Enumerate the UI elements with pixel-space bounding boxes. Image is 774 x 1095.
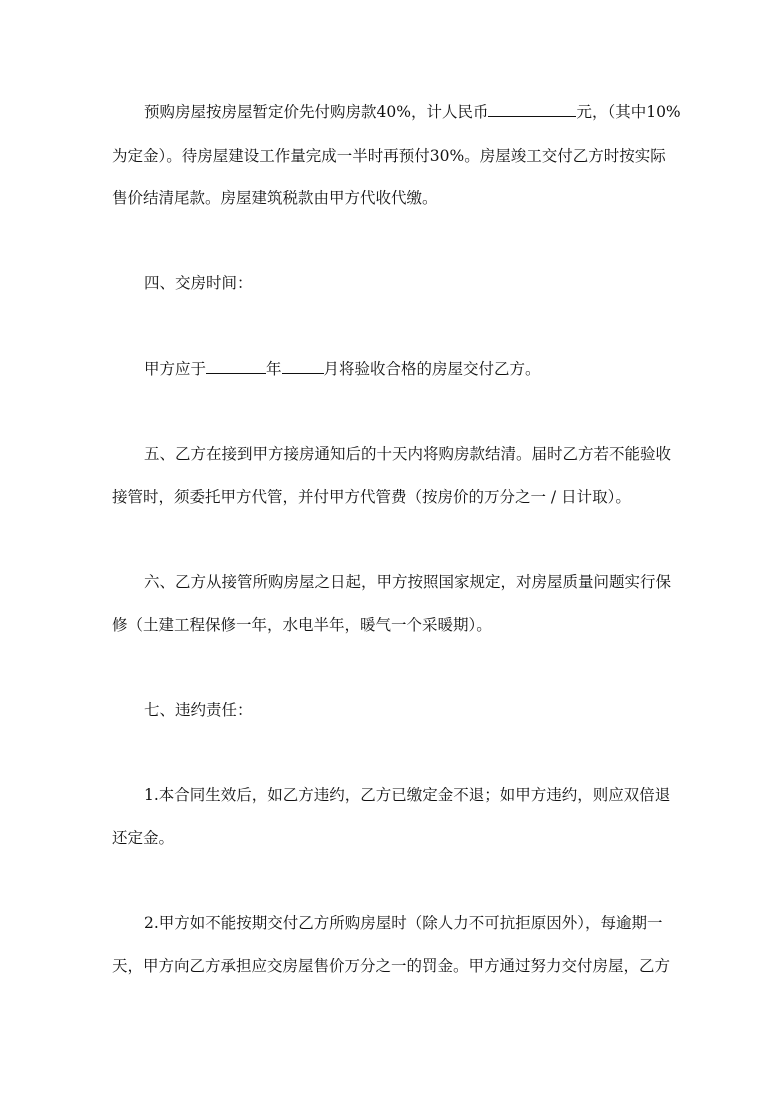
amount-blank bbox=[488, 100, 576, 117]
paragraph-section-5-line-1: 五、乙方在接到甲方接房通知后的十天内将购房款结清。届时乙方若不能验收 bbox=[144, 445, 672, 463]
paragraph-section-5-line-2: 接管时，须委托甲方代管，并付甲方代管费（按房价的万分之一 / 日计取）。 bbox=[112, 488, 631, 506]
paragraph-clause-1-line-2: 还定金。 bbox=[112, 829, 175, 847]
section-heading-breach-liability: 七、违约责任： bbox=[144, 701, 253, 719]
paragraph-clause-2-line-1: 2.甲方如不能按期交付乙方所购房屋时（除人力不可抗拒原因外），每逾期一 bbox=[144, 914, 663, 932]
paragraph-section-6-line-2: 修（土建工程保修一年，水电半年，暖气一个采暖期）。 bbox=[112, 616, 492, 634]
paragraph-section-6-line-1: 六、乙方从接管所购房屋之日起，甲方按照国家规定，对房屋质量问题实行保 bbox=[144, 573, 672, 591]
year-blank bbox=[206, 357, 266, 374]
text: 预购房屋按房屋暂定价先付购房款40%，计人民币 bbox=[144, 103, 489, 121]
paragraph-prepayment-line-2: 为定金）。待房屋建设工作量完成一半时再预付30%。房屋竣工交付乙方时按实际 bbox=[112, 147, 666, 165]
paragraph-clause-2-line-2: 天，甲方向乙方承担应交房屋售价万分之一的罚金。甲方通过努力交付房屋，乙方 bbox=[112, 957, 671, 975]
paragraph-delivery-date bbox=[144, 357, 541, 380]
text: 年 bbox=[266, 360, 282, 378]
text: 元，（其中10% bbox=[576, 103, 681, 121]
section-heading-delivery-time: 四、交房时间： bbox=[144, 274, 253, 292]
paragraph-clause-1-line-1: 1.本合同生效后，如乙方违约，乙方已缴定金不退；如甲方违约，则应双倍退 bbox=[144, 786, 671, 804]
paragraph-prepayment-line-1 bbox=[144, 100, 681, 123]
text: 甲方应于 bbox=[144, 360, 207, 378]
text: 月将验收合格的房屋交付乙方。 bbox=[323, 360, 541, 378]
paragraph-prepayment-line-3: 售价结清尾款。房屋建筑税款由甲方代收代缴。 bbox=[112, 189, 438, 207]
month-blank bbox=[282, 357, 324, 374]
